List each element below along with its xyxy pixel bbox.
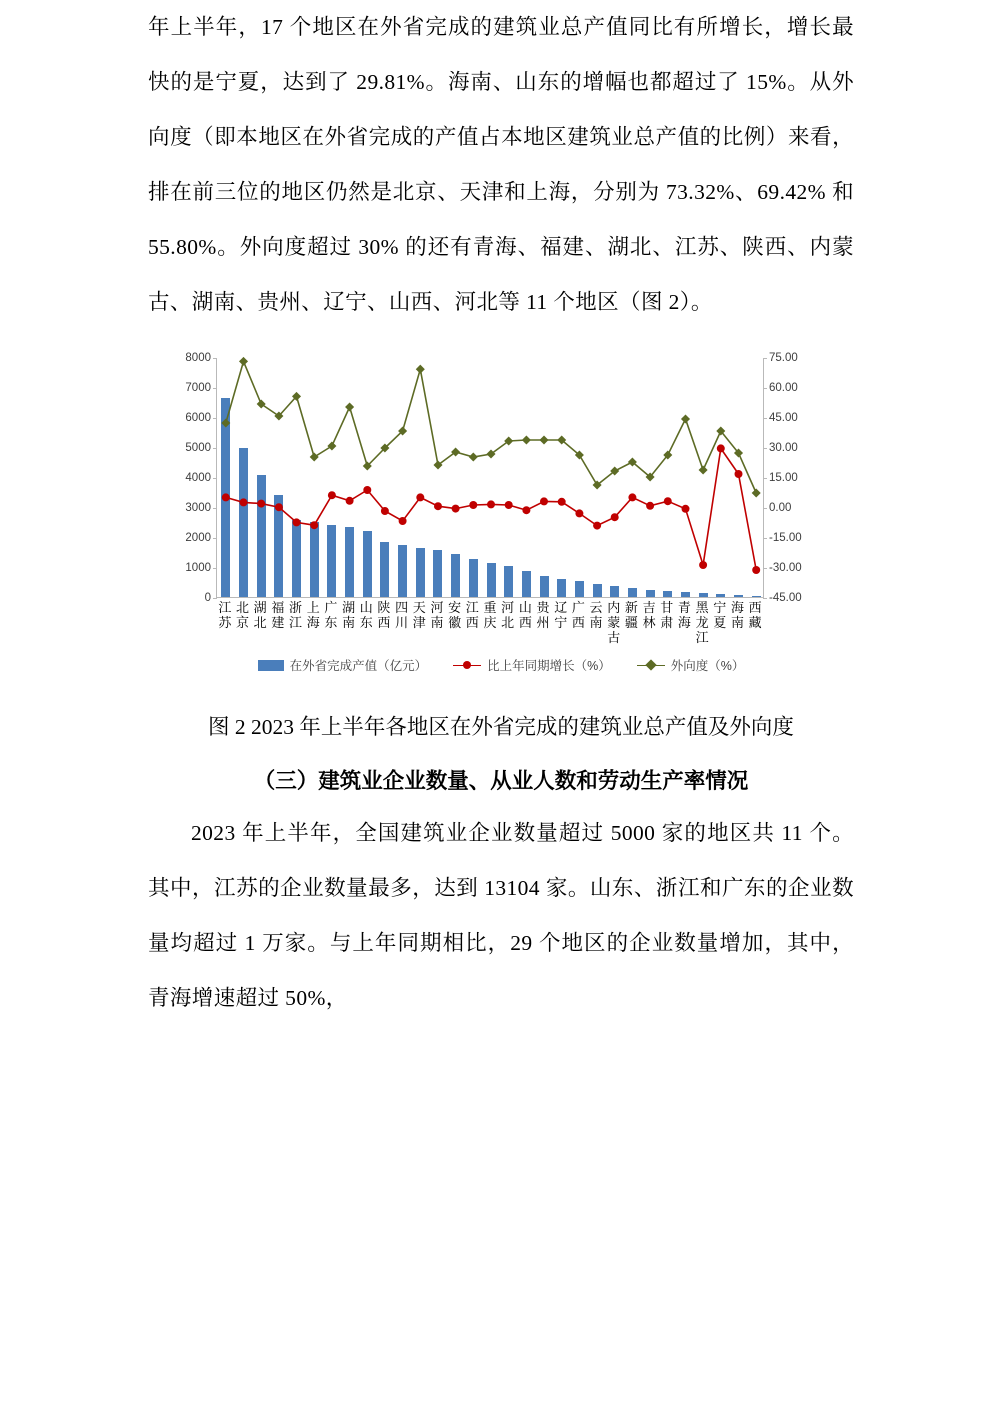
chart-point-marker xyxy=(469,501,477,509)
chart-x-label: 陕 西 xyxy=(377,600,391,630)
chart-y-tick-right: 15.00 xyxy=(769,472,798,484)
chart-point-marker xyxy=(381,507,389,515)
section-subheading: （三）建筑业企业数量、从业人数和劳动生产率情况 xyxy=(253,769,749,793)
chart-x-label: 甘 肃 xyxy=(660,600,674,630)
red-line-marker-icon xyxy=(453,660,481,671)
chart-point-marker xyxy=(664,497,672,505)
chart-area xyxy=(154,344,848,673)
chart-x-label: 四 川 xyxy=(395,600,409,630)
chart-point-marker xyxy=(558,498,566,506)
chart-point-marker xyxy=(221,418,230,427)
chart-point-marker xyxy=(345,402,354,411)
chart-point-marker xyxy=(575,509,583,517)
chart-point-marker xyxy=(699,465,708,474)
chart-point-marker xyxy=(682,505,690,513)
chart-y-tick-right: 60.00 xyxy=(769,382,798,394)
chart-y-tick-right: -15.00 xyxy=(769,532,802,544)
chart-point-marker xyxy=(628,493,636,501)
chart-x-label: 吉 林 xyxy=(642,600,656,630)
chart-point-marker xyxy=(699,561,707,569)
chart-x-label: 内 蒙 古 xyxy=(607,600,621,645)
chart-point-marker xyxy=(540,497,548,505)
bar-swatch-icon xyxy=(258,660,284,671)
chart-point-marker xyxy=(416,365,425,374)
chart-x-label: 重 庆 xyxy=(483,600,497,630)
chart-point-marker xyxy=(752,566,760,574)
legend-item-bar xyxy=(258,656,428,674)
chart-x-label: 辽 宁 xyxy=(554,600,568,630)
chart-y-tick-right: 0.00 xyxy=(769,502,792,514)
chart-x-label: 海 南 xyxy=(730,600,744,630)
legend-label-outward: 外向度（%） xyxy=(670,659,745,673)
chart-line xyxy=(226,448,756,570)
chart-line xyxy=(226,361,756,493)
chart-point-marker xyxy=(327,441,336,450)
chart-point-marker xyxy=(452,505,460,513)
chart-x-label: 西 藏 xyxy=(748,600,762,630)
document-page xyxy=(148,0,854,1415)
chart-x-label: 天 津 xyxy=(412,600,426,630)
chart-x-label: 湖 北 xyxy=(253,600,267,630)
chart-plot-region xyxy=(185,352,802,604)
chart-x-label: 江 苏 xyxy=(218,600,232,630)
chart-point-marker xyxy=(328,491,336,499)
chart-y-tick-left: 6000 xyxy=(185,412,211,424)
figure-2-chart xyxy=(148,344,854,694)
paragraph-2: 2023 年上半年，全国建筑业企业数量超过 5000 家的地区共 11 个。其中，江苏的企业数量最多，达到 13104 家。山东、浙江和广东的企业数量均超过 1 万家。与上年同期相比，29 个地区的企业数量增加，其中，青海增速超过 50%， xyxy=(148,821,854,1010)
legend-label-growth: 比上年同期增长（%） xyxy=(487,659,611,673)
chart-y-tick-left: 2000 xyxy=(185,532,211,544)
chart-point-marker xyxy=(505,501,513,509)
chart-x-label: 北 京 xyxy=(236,600,250,630)
chart-x-label: 河 北 xyxy=(501,600,515,630)
chart-y-tick-left: 1000 xyxy=(185,562,211,574)
chart-x-label: 河 南 xyxy=(430,600,444,630)
chart-point-marker xyxy=(434,502,442,510)
chart-point-marker xyxy=(275,503,283,511)
paragraph-1: 年上半年，17 个地区在外省完成的建筑业总产值同比有所增长，增长最快的是宁夏，达到了 29.81%。海南、山东的增幅也都超过了 15%。从外向度（即本地区在外省完成的产值占本地区建筑业总产值的比例）来看，排在前三位的地区仍然是北京、天津和上海，分别为 73.32%、69.42% 和 55.80%。外向度超过 30% 的还有青海、福建、湖北、江苏、陕西、内蒙古、湖南、贵州、辽宁、山西、河北等 11 个地区（图 2）。 xyxy=(148,15,854,314)
chart-point-marker xyxy=(399,517,407,525)
chart-point-marker xyxy=(240,498,248,506)
chart-y-tick-right: 30.00 xyxy=(769,442,798,454)
chart-point-marker xyxy=(416,493,424,501)
chart-x-label: 广 东 xyxy=(324,600,338,630)
chart-y-tick-left: 4000 xyxy=(185,472,211,484)
chart-y-tick-left: 5000 xyxy=(185,442,211,454)
olive-line-marker-icon xyxy=(637,660,665,671)
chart-x-label: 江 西 xyxy=(465,600,479,630)
chart-point-marker xyxy=(222,493,230,501)
chart-x-label: 浙 江 xyxy=(289,600,303,630)
chart-tick-mark xyxy=(213,598,217,599)
figure-caption: 图 2 2023 年上半年各地区在外省完成的建筑业总产值及外向度 xyxy=(208,715,794,739)
chart-point-marker xyxy=(539,435,548,444)
chart-x-label: 青 海 xyxy=(677,600,691,630)
chart-y-tick-left: 8000 xyxy=(185,352,211,364)
chart-x-label: 山 东 xyxy=(359,600,373,630)
chart-x-label: 新 疆 xyxy=(624,600,638,630)
chart-y-tick-right: -45.00 xyxy=(769,592,802,604)
chart-y-tick-left: 7000 xyxy=(185,382,211,394)
chart-y-tick-right: -30.00 xyxy=(769,562,802,574)
chart-point-marker xyxy=(257,399,266,408)
chart-y-tick-left: 0 xyxy=(204,592,211,604)
chart-point-marker xyxy=(310,521,318,529)
chart-point-marker xyxy=(646,502,654,510)
chart-x-label: 宁 夏 xyxy=(713,600,727,630)
chart-tick-mark xyxy=(763,598,767,599)
chart-x-label: 云 南 xyxy=(589,600,603,630)
chart-x-label: 广 西 xyxy=(571,600,585,630)
chart-y-tick-right: 45.00 xyxy=(769,412,798,424)
chart-x-label: 黑 龙 江 xyxy=(695,600,709,645)
chart-point-marker xyxy=(681,414,690,423)
chart-point-marker xyxy=(346,497,354,505)
chart-point-marker xyxy=(717,444,725,452)
chart-x-label: 贵 州 xyxy=(536,600,550,630)
chart-x-label: 安 徽 xyxy=(448,600,462,630)
chart-point-marker xyxy=(469,452,478,461)
chart-point-marker xyxy=(735,470,743,478)
chart-x-label: 福 建 xyxy=(271,600,285,630)
legend-item-outward xyxy=(637,656,745,674)
chart-line-series xyxy=(217,358,765,598)
chart-point-marker xyxy=(293,518,301,526)
legend-label-bar: 在外省完成产值（亿元） xyxy=(289,659,428,673)
chart-point-marker xyxy=(611,513,619,521)
legend-item-growth xyxy=(453,656,611,674)
chart-point-marker xyxy=(593,522,601,530)
chart-point-marker xyxy=(522,506,530,514)
chart-y-tick-left: 3000 xyxy=(185,502,211,514)
chart-y-tick-right: 75.00 xyxy=(769,352,798,364)
chart-point-marker xyxy=(363,486,371,494)
chart-legend xyxy=(154,656,848,674)
chart-point-marker xyxy=(310,452,319,461)
chart-point-marker xyxy=(522,435,531,444)
chart-point-marker xyxy=(239,357,248,366)
chart-x-label: 上 海 xyxy=(306,600,320,630)
chart-x-label: 山 西 xyxy=(518,600,532,630)
chart-x-label: 湖 南 xyxy=(342,600,356,630)
chart-point-marker xyxy=(257,500,265,508)
chart-point-marker xyxy=(487,500,495,508)
chart-point-marker xyxy=(752,488,761,497)
